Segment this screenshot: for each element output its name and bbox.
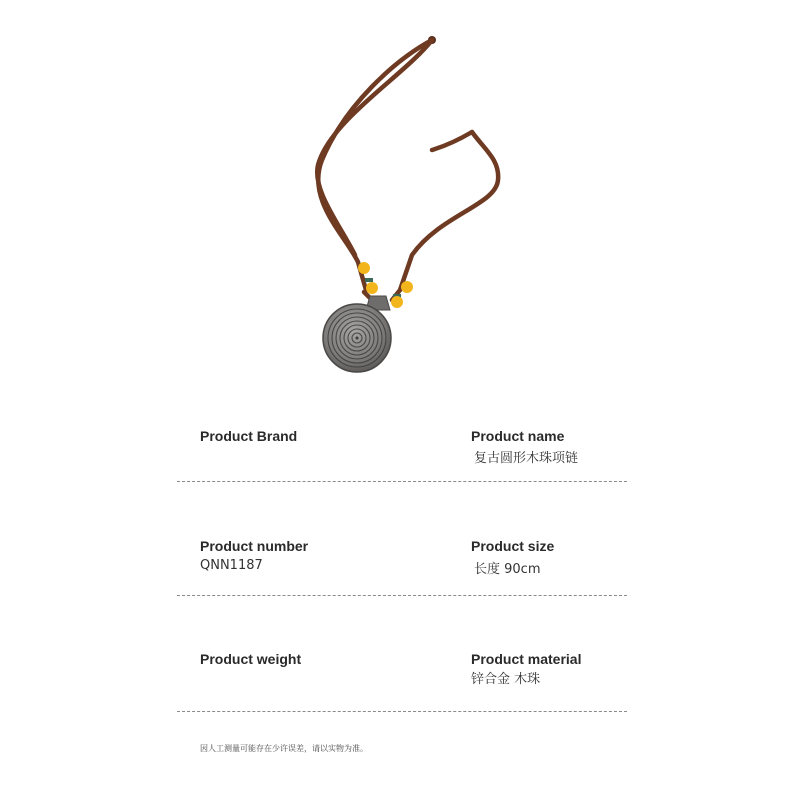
measurement-disclaimer: 因人工测量可能存在少许误差，请以实物为准。 bbox=[200, 744, 368, 753]
divider bbox=[177, 481, 627, 482]
number-label: Product number bbox=[200, 538, 309, 554]
size-value: 长度 90cm bbox=[474, 562, 541, 577]
divider bbox=[177, 595, 627, 596]
name-value: 复古圆形木珠项链 bbox=[474, 451, 579, 466]
number-value: QNN1187 bbox=[200, 558, 263, 573]
brand-label: Product Brand bbox=[200, 428, 298, 444]
weight-label: Product weight bbox=[200, 651, 302, 667]
material-label: Product material bbox=[471, 651, 582, 667]
size-label: Product size bbox=[471, 538, 555, 554]
material-value: 锌合金 木珠 bbox=[471, 672, 541, 687]
divider bbox=[177, 711, 627, 712]
name-label: Product name bbox=[471, 428, 565, 444]
